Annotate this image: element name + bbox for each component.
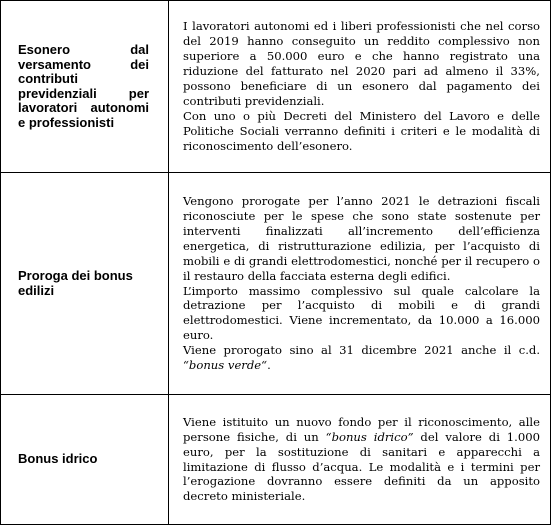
row-label: Esonero dal versamento dei contributi previdenziali per lavoratori autonomi e professionisti [18, 42, 149, 130]
row-label: Bonus idrico [18, 451, 98, 467]
italic-term: “bonus idrico” [325, 429, 414, 444]
table-row [1, 1, 551, 173]
description-paragraph: Vengono prorogate per l’anno 2021 le detrazioni fiscali riconosciute per le spese che sono state sostenute per interventi finalizzati all’incremento dell’efficienza energetica, di ristrutturazione edilizia, per l’acquisto di mobili e di grandi elettrodomestici, nonché per il recupero o il restauro della facciata esterna degli edifici. [183, 194, 540, 283]
description-paragraph: Con uno o più Decreti del Ministero del Lavoro e delle Politiche Sociali verranno definiti i criteri e le modalità di riconoscimento dell’esonero. [183, 108, 540, 153]
table-row [1, 173, 551, 395]
row-label-cell [1, 1, 169, 173]
description-paragraph: I lavoratori autonomi ed i liberi professionisti che nel corso del 2019 hanno conseguito un reddito complessivo non superiore a 50.000 euro e che hanno registrato una riduzione del fatturato nel 2020 pari ad almeno il 33%, possono beneficiare di un esonero dal pagamento dei contributi previdenziali. [183, 19, 540, 108]
row-description-cell [169, 1, 551, 173]
paragraph-text: Viene istituito un nuovo fondo per il riconoscimento, alle persone fisiche, di un [183, 414, 540, 444]
italic-term: “bonus verde“ [183, 358, 268, 373]
row-label: Proroga dei bonus edilizi [18, 268, 133, 298]
row-label-cell [1, 173, 169, 395]
row-label-cell [1, 395, 169, 525]
paragraph-text: Viene prorogato sino al 31 dicembre 2021 anche il c.d. [183, 343, 540, 358]
description-paragraph [183, 343, 540, 373]
table-row [1, 395, 551, 525]
row-description-cell [169, 173, 551, 395]
paragraph-text: del valore di 1.000 euro, per la sostituzione di sanitari e apparecchi a limitazione di flusso d’acqua. Le modalità e i termini per l’erogazione dovranno essere definiti da un apposito decreto ministeriale. [183, 429, 540, 504]
row-description-cell [169, 395, 551, 525]
description-paragraph: L’importo massimo complessivo sul quale calcolare la detrazione per l’acquisto di mobili e di grandi elettrodomestici. Viene incrementato, da 10.000 a 16.000 euro. [183, 283, 540, 343]
description-paragraph [183, 415, 540, 504]
paragraph-text: . [267, 358, 271, 373]
